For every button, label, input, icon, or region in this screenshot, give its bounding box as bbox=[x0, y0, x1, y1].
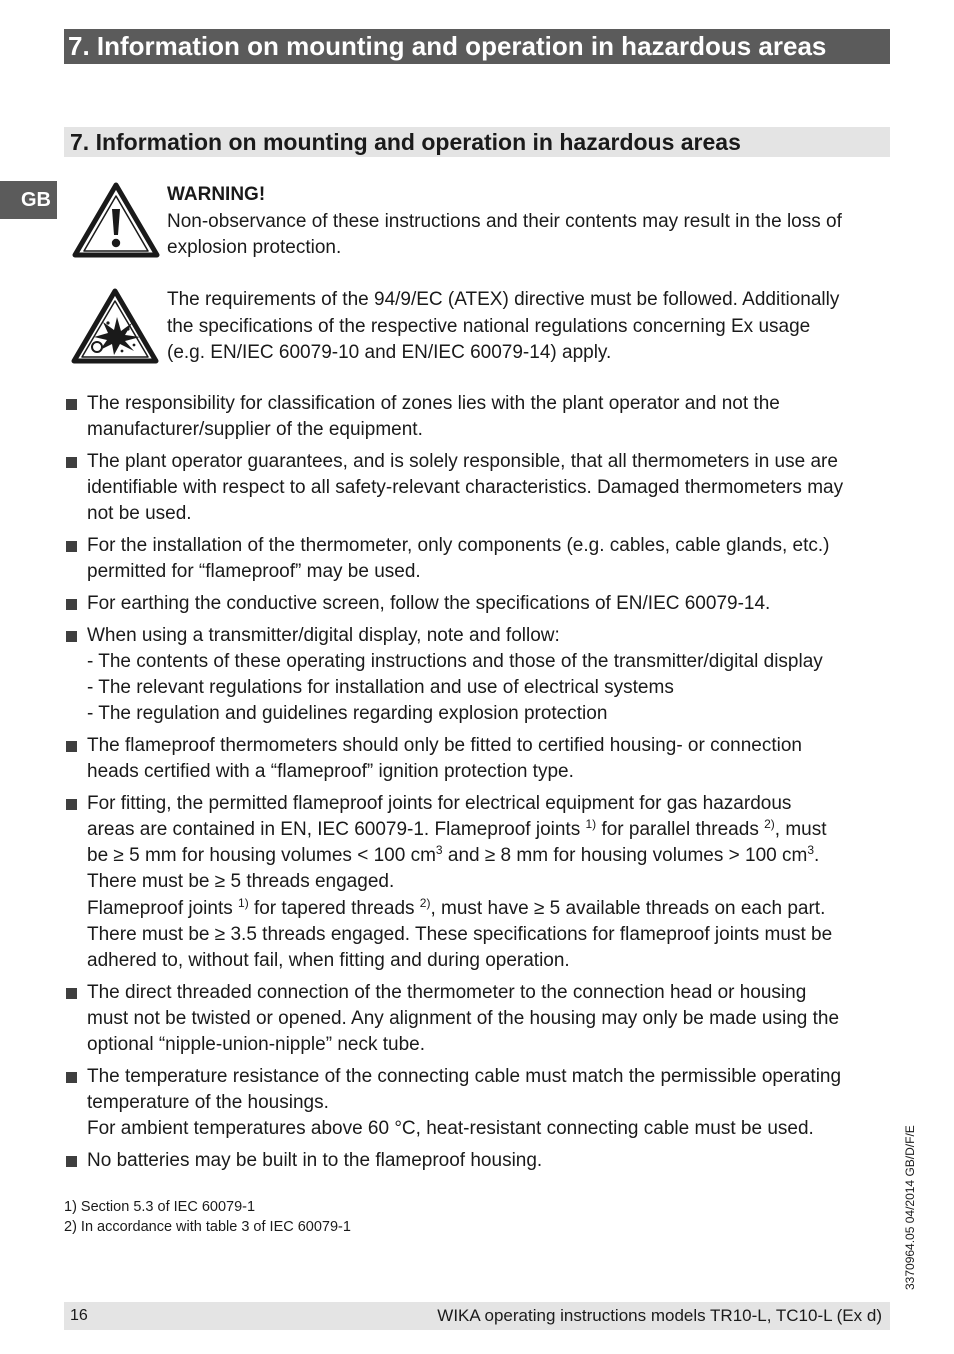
list-item-line: For ambient temperatures above 60 °C, heat-resistant connecting cable must be used. bbox=[87, 1118, 814, 1140]
atex-notice bbox=[167, 287, 890, 367]
list-item-line: optional “nipple-union-nipple” neck tube. bbox=[87, 1034, 426, 1056]
list-item-line: adhered to, without fail, when fitting and during operation. bbox=[87, 950, 570, 972]
document-code: 3370964.05 04/2014 GB/D/F/E bbox=[903, 1125, 917, 1290]
page-banner-title: 7. Information on mounting and operation in hazardous areas bbox=[64, 29, 890, 64]
text-run: Flameproof joints bbox=[87, 897, 239, 919]
text-run: . bbox=[814, 845, 820, 867]
list-item-line: No batteries may be built in to the flameproof housing. bbox=[87, 1149, 543, 1171]
list-item-line: There must be ≥ 3.5 threads engaged. These specifications for flameproof joints must be bbox=[87, 923, 833, 945]
list-item-line bbox=[87, 843, 890, 869]
sub-item-line: - The regulation and guidelines regarding explosion protection bbox=[87, 703, 608, 725]
atex-text-line: the specifications of the respective national regulations concerning Ex usage bbox=[167, 315, 811, 337]
bullet-square-icon bbox=[66, 1156, 77, 1167]
bullet-square-icon bbox=[66, 399, 77, 410]
bullet-square-icon bbox=[66, 457, 77, 468]
atex-text-line: (e.g. EN/IEC 60079-10 and EN/IEC 60079-14) apply. bbox=[167, 342, 612, 363]
footnote: 2) In accordance with table 3 of IEC 60079-1 bbox=[64, 1218, 351, 1235]
bullet-square-icon bbox=[66, 1072, 77, 1083]
safety-bullet-list bbox=[64, 391, 890, 1180]
footnote-ref: 1) bbox=[238, 895, 249, 910]
list-item-line: For the installation of the thermometer, only components (e.g. cables, cable glands, etc.) bbox=[87, 535, 830, 557]
list-item-line: temperature of the housings. bbox=[87, 1092, 329, 1114]
list-item-line: The flameproof thermometers should only be fitted to certified housing- or connection bbox=[87, 734, 802, 756]
bullet-square-icon bbox=[66, 631, 77, 642]
warning-text-line: Non-observance of these instructions and their contents may result in the loss of bbox=[167, 210, 842, 232]
list-item-line: identifiable with respect to all safety-relevant characteristics. Damaged thermometers may bbox=[87, 477, 844, 499]
warning-triangle-icon bbox=[72, 181, 160, 259]
warning-title: WARNING! bbox=[167, 184, 266, 205]
list-item bbox=[64, 533, 890, 585]
page-footer bbox=[64, 1302, 890, 1330]
list-item-line: The temperature resistance of the connecting cable must match the permissible operating bbox=[87, 1065, 842, 1087]
footnote-ref: 1) bbox=[585, 817, 597, 832]
page-number: 16 bbox=[70, 1307, 88, 1324]
section-heading: 7. Information on mounting and operation in hazardous areas bbox=[64, 127, 890, 157]
list-item-line: heads certified with a “flameproof” ignition protection type. bbox=[87, 761, 574, 783]
list-item-line: manufacturer/supplier of the equipment. bbox=[87, 419, 423, 441]
list-item bbox=[64, 791, 890, 974]
text-run: for tapered threads bbox=[248, 897, 420, 919]
text-run: areas are contained in EN, IEC 60079-1. Flameproof joints bbox=[87, 819, 586, 841]
list-item-line: not be used. bbox=[87, 503, 192, 525]
list-item bbox=[64, 1064, 890, 1143]
list-item bbox=[64, 391, 890, 443]
list-item-line: permitted for “flameproof” may be used. bbox=[87, 561, 421, 583]
text-run: and ≥ 8 mm for housing volumes > 100 cm bbox=[442, 845, 808, 867]
list-item bbox=[64, 1148, 890, 1174]
list-item-line: The responsibility for classification of zones lies with the plant operator and not the bbox=[87, 393, 780, 414]
bullet-square-icon bbox=[66, 799, 77, 810]
list-item-line: The direct threaded connection of the thermometer to the connection head or housing bbox=[87, 981, 807, 1003]
sub-item-line: - The relevant regulations for installation and use of electrical systems bbox=[87, 677, 674, 699]
text-run: for parallel threads bbox=[596, 819, 765, 841]
text-run: be ≥ 5 mm for housing volumes < 100 cm bbox=[87, 845, 436, 867]
atex-text-line: The requirements of the 94/9/EC (ATEX) directive must be followed. Additionally bbox=[167, 289, 840, 310]
list-item-line: must not be twisted or opened. Any alignment of the housing may only be made using the bbox=[87, 1007, 840, 1029]
list-item bbox=[64, 980, 890, 1059]
list-item-line: There must be ≥ 5 threads engaged. bbox=[87, 871, 395, 893]
footer-title: WIKA operating instructions models TR10-L, TC10-L (Ex d) bbox=[437, 1306, 882, 1325]
bullet-square-icon bbox=[66, 988, 77, 999]
footnote: 1) Section 5.3 of IEC 60079-1 bbox=[64, 1199, 256, 1215]
list-item-line: The plant operator guarantees, and is solely responsible, that all thermometers in use are bbox=[87, 450, 838, 472]
warning-text-line: explosion protection. bbox=[167, 237, 342, 258]
sub-item-line: - The contents of these operating instructions and those of the transmitter/digital display bbox=[87, 650, 823, 672]
explosion-hazard-icon bbox=[70, 287, 160, 365]
superscript: 3 bbox=[435, 843, 443, 858]
warning-block bbox=[167, 182, 890, 262]
bullet-square-icon bbox=[66, 541, 77, 552]
footnote-ref: 2) bbox=[764, 817, 775, 832]
list-item bbox=[64, 591, 890, 617]
language-tab: GB bbox=[0, 181, 57, 219]
superscript: 3 bbox=[807, 843, 815, 858]
list-item bbox=[64, 449, 890, 528]
list-item-line bbox=[87, 817, 890, 843]
list-item-line: For fitting, the permitted flameproof joints for electrical equipment for gas hazardous bbox=[87, 792, 792, 814]
list-item-line bbox=[87, 896, 890, 922]
bullet-square-icon bbox=[66, 741, 77, 752]
footnotes bbox=[64, 1198, 351, 1237]
list-item-line: For earthing the conductive screen, follow the specifications of EN/IEC 60079-14. bbox=[87, 592, 771, 614]
list-item-line: When using a transmitter/digital display, note and follow: bbox=[87, 624, 560, 646]
footnote-ref: 2) bbox=[419, 895, 431, 910]
list-item bbox=[64, 623, 890, 728]
bullet-square-icon bbox=[66, 599, 77, 610]
list-item bbox=[64, 733, 890, 785]
text-run: , must have ≥ 5 available threads on each part. bbox=[430, 897, 826, 919]
text-run: , must bbox=[774, 819, 827, 841]
